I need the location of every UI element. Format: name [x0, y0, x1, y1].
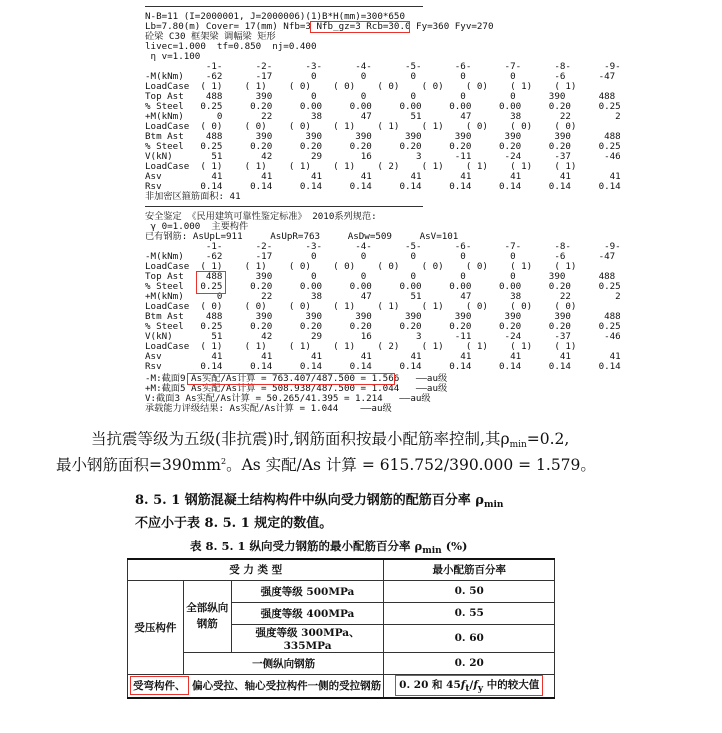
output-line: γ 0=1.000 主要构件	[145, 221, 249, 232]
value-f: f	[460, 679, 466, 692]
last-row-text: 偏心受拉、轴心受拉构件一侧的受拉钢筋	[192, 680, 382, 693]
row-desc: 强度等级 400MPa	[231, 602, 384, 624]
caption-text: 表 8. 5. 1 纵向受力钢筋的最小配筋百分率 ρ	[190, 539, 423, 553]
table-row: 非加密区箍筋面积: 41	[145, 191, 241, 202]
last-row-desc	[128, 674, 384, 698]
paragraph-text: =0.2,	[526, 430, 570, 448]
table-row: LoadCase ( 0) ( 0) ( 0) ( 1) ( 1) ( 1) ( 0) ( 0) ( 0)	[145, 301, 577, 312]
paragraph-text: 最小钢筋面积=390mm	[56, 456, 221, 474]
value-sub: y	[477, 684, 484, 695]
paragraph-line	[56, 453, 596, 475]
table-row: % Steel 0.25 0.20 0.00 0.00 0.00 0.00 0.00 0.20 0.25	[145, 281, 621, 292]
table-row: Top Ast 488 390 0 0 0 0 0 390 488	[145, 91, 616, 102]
row-value: 0. 60	[384, 624, 555, 652]
table-row: V(kN) 51 42 29 16 3 -11 -24 -37 -46	[145, 331, 621, 342]
highlight-box	[310, 21, 410, 33]
clause-text: 8. 5. 1 钢筋混凝土结构构件中纵向受力钢筋的配筋百分率 ρ	[135, 493, 484, 508]
result-line: -M:截面9 As实配/As计算 = 763.407/487.500 = 1.566 ——au级	[145, 373, 448, 384]
table-row: % Steel 0.25 0.20 0.20 0.20 0.20 0.20 0.20 0.20 0.25	[145, 321, 621, 332]
table-row: Rsv 0.14 0.14 0.14 0.14 0.14 0.14 0.14 0.14 0.14	[145, 361, 621, 372]
min-reinforcement-table	[127, 558, 555, 699]
value-sub: t	[465, 684, 470, 695]
header-type: 受 力 类 型	[128, 559, 384, 580]
table-row: Top Ast 488 390 0 0 0 0 0 390 488	[145, 271, 616, 282]
paragraph-text: 。As 实配/As 计算 = 615.752/390.000 = 1.579。	[226, 456, 596, 474]
value-text: 0. 20 和 45	[399, 679, 461, 692]
output-line: livec=1.000 tf=0.850 nj=0.400	[145, 41, 317, 52]
table-row: Asv 41 41 41 41 41 41 41 41 41	[145, 351, 621, 362]
last-row-value	[384, 674, 555, 698]
table-row: LoadCase ( 1) ( 1) ( 1) ( 1) ( 2) ( 1) ( 1) ( 1) ( 1)	[145, 341, 577, 352]
full-label: 全部纵向钢筋	[183, 580, 231, 652]
output-line: η v=1.100	[145, 51, 201, 62]
result-line: V:截面3 As实配/As计算 = 50.265/41.395 = 1.214 ——au级	[145, 393, 431, 404]
output-line: 安全鉴定 《民用建筑可靠性鉴定标准》 2010系列规范:	[145, 211, 377, 222]
compress-label: 受压构件	[128, 580, 184, 674]
table-row: LoadCase ( 1) ( 1) ( 0) ( 0) ( 0) ( 0) ( 0) ( 1) ( 1)	[145, 261, 577, 272]
paragraph-subscript: min	[509, 440, 527, 450]
row-value: 0. 50	[384, 580, 555, 602]
paragraph-text: 当抗震等级为五级(非抗震)时,钢筋面积按最小配筋率控制,其ρ	[91, 430, 510, 448]
divider	[145, 206, 423, 207]
table-row: LoadCase ( 1) ( 1) ( 0) ( 0) ( 0) ( 0) ( 0) ( 1) ( 1)	[145, 81, 577, 92]
table-row: V(kN) 51 42 29 16 3 -11 -24 -37 -46	[145, 151, 621, 162]
caption-text: (%)	[441, 539, 468, 553]
value-f: f	[473, 679, 478, 692]
output-line: Lb=7.80(m) Cover= 17(mm) Nfb=3 Nfb_gz=3 Rcb=30.0 Fy=360 Fyv=270	[145, 21, 494, 32]
row-desc: 一侧纵向钢筋	[183, 652, 384, 674]
clause-title	[135, 489, 503, 510]
output-line: 已有钢筋: AsUpL=911 AsUpR=763 AsDw=509 AsV=101	[145, 231, 459, 242]
table-row: Asv 41 41 41 41 41 41 41 41 41	[145, 171, 621, 182]
paragraph-line	[91, 427, 569, 450]
table-row: Btm Ast 488 390 390 390 390 390 390 390 488	[145, 131, 621, 142]
row-value: 0. 20	[384, 652, 555, 674]
table-row: LoadCase ( 0) ( 0) ( 0) ( 1) ( 1) ( 1) ( 0) ( 0) ( 0)	[145, 121, 577, 132]
table-caption	[190, 538, 468, 556]
result-line: +M:截面5 As实配/As计算 = 508.938/487.500 = 1.044 ——au级	[145, 383, 448, 394]
table-row: Rsv 0.14 0.14 0.14 0.14 0.14 0.14 0.14 0.14 0.14	[145, 181, 621, 192]
table-row: -1- -2- -3- -4- -5- -6- -7- -8- -9-	[145, 61, 621, 72]
last-row-label: 受弯构件、	[130, 676, 189, 695]
value-text: 中的较大值	[483, 679, 540, 692]
row-desc: 强度等级 500MPa	[231, 580, 384, 602]
table-row: % Steel 0.25 0.20 0.20 0.20 0.20 0.20 0.20 0.20 0.25	[145, 141, 621, 152]
clause-text: 不应小于表 8. 5. 1 规定的数值。	[135, 516, 333, 531]
table-row: % Steel 0.25 0.20 0.00 0.00 0.00 0.00 0.00 0.20 0.25	[145, 101, 621, 112]
divider	[145, 6, 423, 7]
table-row: LoadCase ( 1) ( 1) ( 1) ( 1) ( 2) ( 1) ( 1) ( 1) ( 1)	[145, 161, 577, 172]
header-min: 最小配筋百分率	[384, 559, 555, 580]
value-slash: /	[469, 679, 474, 692]
result-line: 承载能力评级结果: As实配/As计算 = 1.044 ——au级	[145, 403, 392, 414]
paragraph-superscript: 2	[220, 457, 227, 466]
table-row: -M(kNm) -62 -17 0 0 0 0 0 -6 -47	[145, 71, 616, 82]
caption-subscript: min	[422, 546, 442, 556]
table-row: -M(kNm) -62 -17 0 0 0 0 0 -6 -47	[145, 251, 616, 262]
highlight-box	[187, 373, 395, 385]
output-line: N-B=11 (I=2000001, J=2000006)(1)B*H(mm)=300*650	[145, 11, 405, 22]
highlight-box	[196, 271, 226, 294]
row-value: 0. 55	[384, 602, 555, 624]
output-line: 砼梁 C30 框架梁 调幅梁 矩形	[145, 31, 276, 42]
row-desc: 强度等级 300MPa、335MPa	[231, 624, 384, 652]
table-row: Btm Ast 488 390 390 390 390 390 390 390 488	[145, 311, 621, 322]
table-row: +M(kNm) 0 22 38 47 51 47 38 22 2	[145, 291, 621, 302]
table-row: +M(kNm) 0 22 38 47 51 47 38 22 2	[145, 111, 621, 122]
clause-subscript: min	[483, 500, 504, 510]
table-row: -1- -2- -3- -4- -5- -6- -7- -8- -9-	[145, 241, 621, 252]
